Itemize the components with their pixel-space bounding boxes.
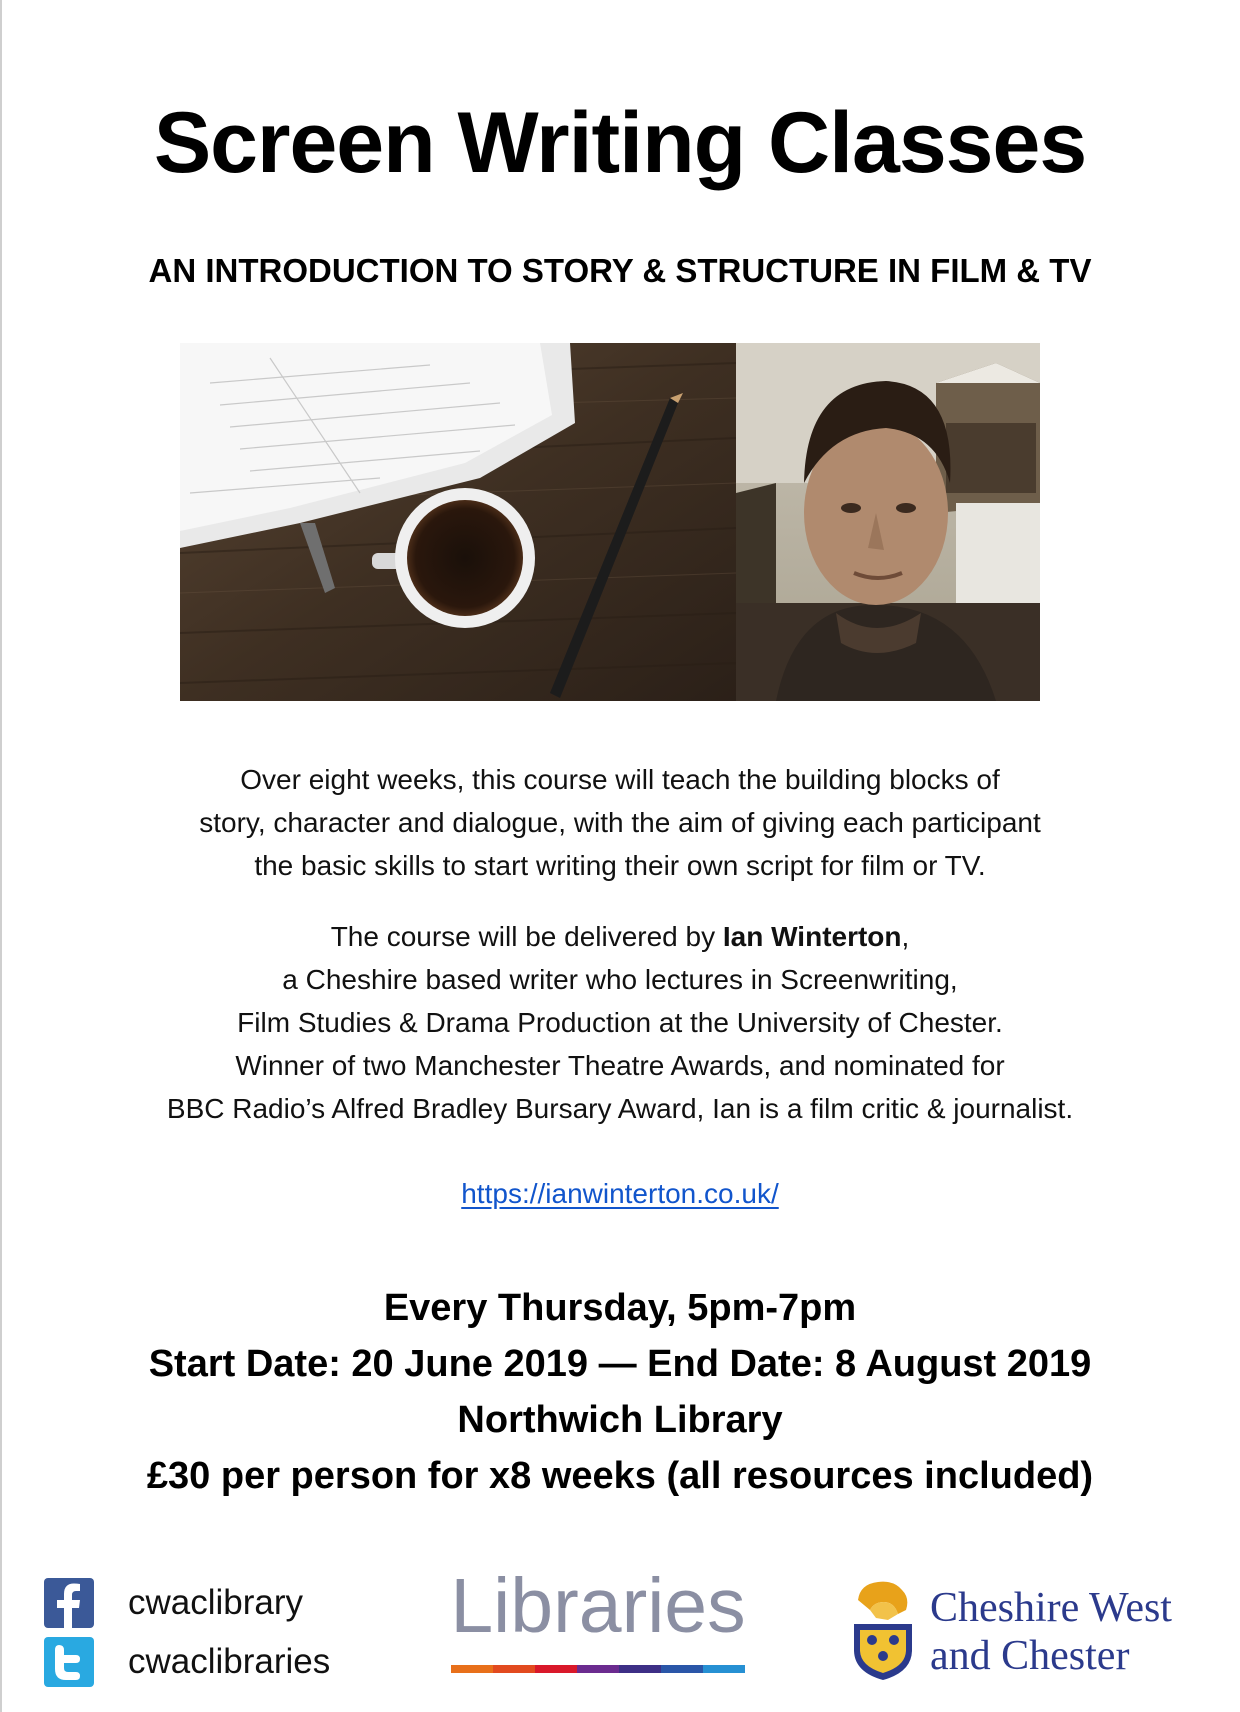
libraries-logo-text: Libraries [450, 1563, 746, 1649]
course-description-line: story, character and dialogue, with the aim of giving each participant [199, 807, 1041, 838]
poster-subtitle: AN INTRODUCTION TO STORY & STRUCTURE IN FILM & TV [148, 252, 1092, 289]
tutor-website-link[interactable]: https://ianwinterton.co.uk/ [461, 1178, 779, 1209]
tutor-bio-line: Film Studies & Drama Production at the University of Chester. [237, 1007, 1003, 1038]
tutor-name: Ian Winterton [722, 921, 902, 952]
course-description-line: Over eight weeks, this course will teach the building blocks of [240, 764, 1000, 795]
tutor-bio-line: Winner of two Manchester Theatre Awards, and nominated for [235, 1050, 1005, 1081]
poster-title: Screen Writing Classes [153, 95, 1087, 191]
council-name-line1: Cheshire West [930, 1585, 1172, 1631]
tutor-intro-text: The course will be delivered by [330, 921, 723, 952]
dates-text: Start Date: 20 June 2019 — End Date: 8 August 2019 [148, 1343, 1092, 1385]
council-name-line2: and Chester [930, 1633, 1130, 1679]
libraries-bar-segment [661, 1665, 703, 1673]
course-description-line: the basic skills to start writing their own script for film or TV. [254, 850, 986, 881]
tutor-bio-line: a Cheshire based writer who lectures in Screenwriting, [282, 964, 958, 995]
tutor-bio [0, 915, 1240, 1130]
facebook-handle: cwaclibrary [128, 1583, 304, 1622]
website-link-row [0, 1174, 1240, 1214]
facebook-row[interactable] [44, 1578, 303, 1628]
desk-notebook-coffee-photo [180, 343, 736, 701]
libraries-bar-segment [451, 1665, 493, 1673]
libraries-bar-segment [619, 1665, 661, 1673]
libraries-bar-segment [703, 1665, 745, 1673]
libraries-bar-segment [535, 1665, 577, 1673]
class-details [0, 1280, 1240, 1504]
libraries-logo-colour-bar [451, 1665, 745, 1673]
libraries-bar-segment [493, 1665, 535, 1673]
libraries-bar-segment [577, 1665, 619, 1673]
price-text: £30 per person for x8 weeks (all resources included) [146, 1455, 1094, 1497]
tutor-bio-line: BBC Radio’s Alfred Bradley Bursary Award, Ian is a film critic & journalist. [166, 1093, 1074, 1124]
venue-text: Northwich Library [457, 1399, 783, 1441]
schedule-text: Every Thursday, 5pm-7pm [383, 1287, 857, 1329]
twitter-handle: cwaclibraries [128, 1642, 331, 1681]
cheshire-west-logo-text [930, 1584, 1230, 1680]
tutor-portrait-photo [736, 343, 1040, 701]
cheshire-west-crest-icon [848, 1580, 918, 1680]
tutor-intro-comma: , [901, 921, 910, 952]
twitter-icon[interactable] [44, 1637, 94, 1687]
tutor-bio-line [0, 915, 1240, 958]
header-photos [180, 343, 1040, 701]
course-description [0, 758, 1240, 887]
twitter-row[interactable] [44, 1637, 330, 1687]
facebook-icon[interactable] [44, 1578, 94, 1628]
